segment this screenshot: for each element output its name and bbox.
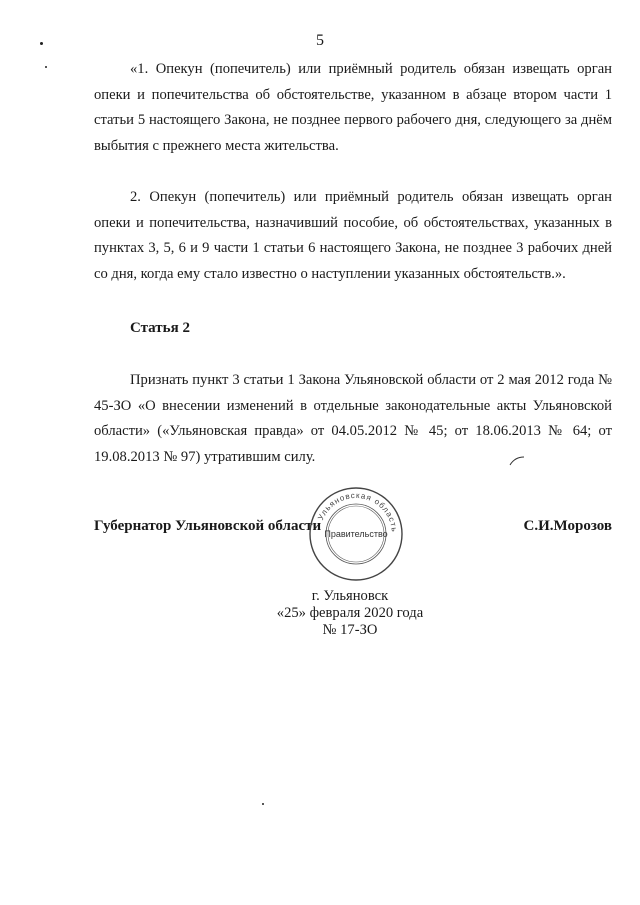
seal-center-text: Правительство (324, 529, 388, 539)
paragraph-amendment-2: 2. Опекун (попечитель) или приёмный родитель обязан извещать орган опеки и попечительства, назначивший пособие, об обстоятельствах, указанных в пунктах 3, 5, 6 и 9 части 1 статьи 6 настоящего Закона, не позднее 3 рабочих дней со дня, когда ему стало известно о наступлении указанных обстоятельств.». (94, 189, 612, 282)
place-date-block (250, 588, 450, 639)
signature-name: С.И.Морозов (523, 518, 612, 534)
seal-ring-text: Ульяновская область (316, 490, 400, 534)
signature-title: Губернатор Ульяновской области (94, 518, 322, 534)
place: г. Ульяновск (311, 588, 389, 604)
article-heading: Статья 2 (130, 320, 190, 336)
paragraph-article-2: Признать пункт 3 статьи 1 Закона Ульяновской области от 2 мая 2012 года № 45-ЗО «О внесении изменений в отдельные законодательные акты Ульяновской области» («Ульяновская правда» от 04.05.2012 № 45; от 18.06.2013 № 64; от 19.08.2013 № 97) утратившим силу. (94, 372, 612, 465)
date: «25» февраля 2020 года (276, 605, 424, 621)
law-number: № 17-ЗО (322, 622, 378, 638)
paragraph-amendment-1: «1. Опекун (попечитель) или приёмный родитель обязан извещать орган опеки и попечительства об обстоятельстве, указанном в абзаце втором части 1 статьи 5 настоящего Закона, не позднее первого рабочего дня, следующего за днём выбытия с прежнего места жительства. (94, 61, 612, 154)
scan-speck (40, 42, 43, 45)
page-number: 5 (316, 32, 324, 49)
scan-speck (262, 803, 264, 805)
scan-speck (45, 66, 47, 68)
pen-mark-icon (508, 455, 526, 467)
official-seal (306, 484, 406, 584)
